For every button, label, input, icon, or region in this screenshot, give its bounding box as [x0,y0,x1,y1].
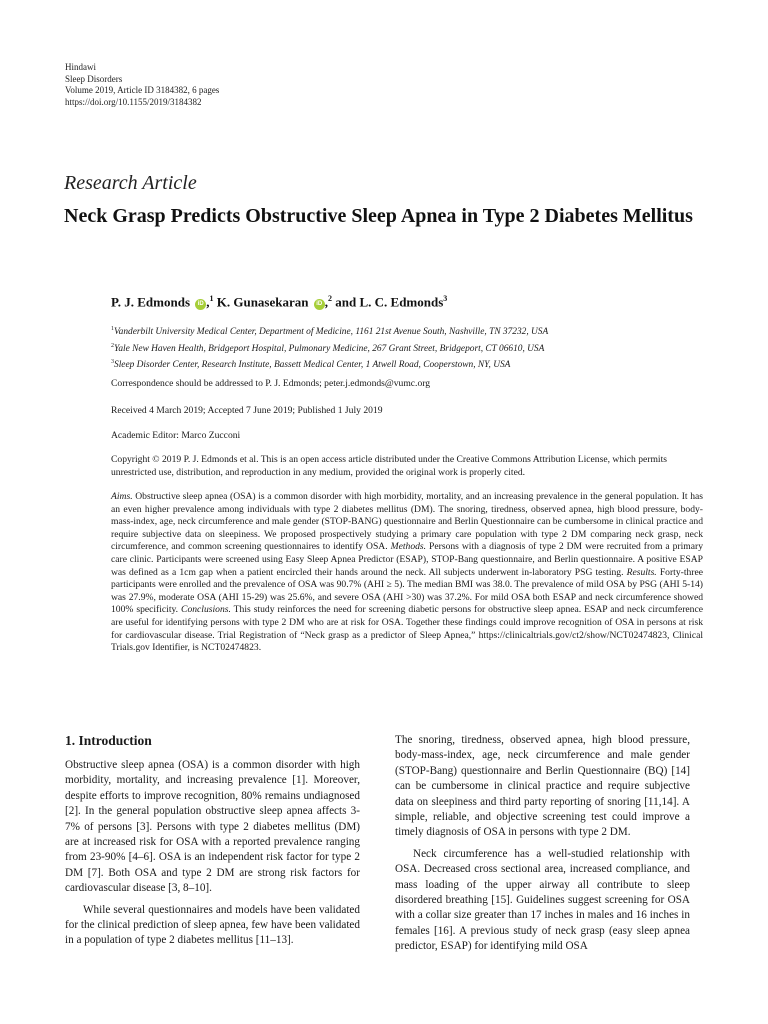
author-list [111,294,447,310]
abstract [111,491,703,655]
abstract-conclusions-label: Conclusions. [181,604,231,616]
academic-editor: Academic Editor: Marco Zucconi [111,430,241,441]
body-paragraph: The snoring, tiredness, observed apnea, high blood pressure, body-mass-index, age, neck circumference and male gender (STOP-Bang) questionnaire and Berlin Questionnaire (BQ) [14] can be cumbersome in clinical practice and require subjective data on sleepiness and third party reporting of snoring [11,14]. A simple, reliable, and objective screening test could improve a timely diagnosis of OSA in persons with type 2 DM. [395,734,690,839]
body-paragraph: While several questionnaires and models have been validated for the clinical prediction of sleep apnea, few have been validated in a population of type 2 diabetes mellitus [11–13]. [65,903,360,947]
body-column-left [65,733,360,949]
doi-link[interactable]: https://doi.org/10.1155/2019/3184382 [65,96,202,107]
abstract-aims-label: Aims. [111,491,133,502]
body-paragraph: Neck circumference has a well-studied relationship with OSA. Decreased cross sectional area, increased compliance, and mass loading of the upper airway all contribute to sleep disordered breathing [15]. Guidelines suggest screening for OSA with a collar size greater than 17 inches in males and 16 inches in females [16]. A previous study of neck grasp (easy sleep apnea predictor, ESAP) for identifying mild OSA [395,847,690,953]
affiliation-text: Vanderbilt University Medical Center, Department of Medicine, 1161 21st Avenue South, Nashville, TN 37232, USA [114,327,549,338]
author-affil-sup: 1 [209,294,214,303]
affiliation-sup: 3 [111,359,114,366]
body-paragraph: Obstructive sleep apnea (OSA) is a common disorder with high morbidity, mortality, and increasing prevalence [1]. Moreover, despite efforts to improve recognition, 80% remains undiagnosed [2]. In the general population obstructive sleep apnea affects 3-7% of persons [3]. Persons with type 2 diabetes mellitus (DM) are at increased risk for OSA with a reported prevalence ranging from 23-90% [4–6]. OSA is an independent risk factor for type 2 DM [7]. Both OSA and type 2 DM are strong risk factors for cardiovascular disease [3, 8–10]. [65,759,360,895]
affiliation-text: Sleep Disorder Center, Research Institute, Bassett Medical Center, 1 Atwell Road, Cooperstown, NY, USA [114,360,511,371]
author-affil-sup: 2 [328,294,332,303]
journal-name: Sleep Disorders [65,73,123,84]
author-affil-sup: 3 [443,294,448,303]
author-separator: , [206,294,210,310]
abstract-conclusions-text: This study reinforces the need for screening diabetic persons for obstructive sleep apnea. ESAP and neck circumference are useful for identifying persons with type 2 DM who are at risk for OSA. Together these findings could improve recognition of OSA in persons at risk for cardiovascular disease. Trial Registration of “Neck grasp as a predictor of Sleep Apnea,” https://clinicaltrials.gov/ct2/show/NCT02474823, Clinical Trials.gov Identifier, is NCT02474823. [111,604,703,654]
author-name: L. C. Edmonds [359,294,444,310]
body-column-right [395,733,690,955]
affiliation-item [111,340,711,357]
author-name: P. J. Edmonds [111,294,190,310]
abstract-results-label: Results. [626,566,657,578]
author-separator: and [332,294,360,310]
volume-info: Volume 2019, Article ID 3184382, 6 pages [65,85,220,95]
copyright: Copyright © 2019 P. J. Edmonds et al. This is an open access article distributed under the Creative Commons Attribution License, which permits unrestricted use, distribution, and reproduction in any medium, provided the original work is properly cited. [111,454,667,478]
author-name: K. Gunasekaran [216,294,309,310]
correspondence: Correspondence should be addressed to P. J. Edmonds; peter.j.edmonds@vumc.org [111,378,431,389]
affiliation-sup: 1 [111,326,114,332]
publisher: Hindawi [65,62,96,72]
journal-header [65,62,219,108]
orcid-icon[interactable]: iD [195,299,206,310]
affiliation-text: Yale New Haven Health, Bridgeport Hospital, Pulmonary Medicine, 267 Grant Street, Bridgeport, CT 06610, USA [114,343,545,354]
abstract-methods-label: Methods. [390,541,427,553]
abstract-aims-text: Obstructive sleep apnea (OSA) is a common disorder with high morbidity, mortality, and an increasing prevalence in the general population. It has an even higher prevalence among individuals with type 2 diabetes mellitus (DM). The snoring, tiredness, observed apnea, high blood pressure, body-mass-index, age, neck circumference and male gender (STOP-BANG) questionnaire and Berlin Questionnaire can be cumbersome in clinical practice and require subjective data on sleepiness. We proposed prospectively studying a primary care population with type 2 DM comparing neck grasp, neck circumference, and common screening questionnaires to identify OSA. [111,491,703,553]
affiliation-item [111,323,711,340]
paper-title: Neck Grasp Predicts Obstructive Sleep Apnea in Type 2 Diabetes Mellitus [64,205,693,227]
affiliation-item [111,356,711,373]
abstract-methods-text: Persons with a diagnosis of type 2 DM were recruited from a primary care clinic. Participants were screened using Easy Sleep Apnea Predictor (ESAP), STOP-Bang questionnaire, and Berlin questionnaire. A positive ESAP was defined as a 1cm gap when a patient encircled their hands around the neck. All subjects underwent in-laboratory PSG testing. [111,541,704,578]
abstract-results-text: Forty-three participants were enrolled and the prevalence of OSA was 90.7% (AHI ≥ 5). The median BMI was 38.0. The prevalence of mild OSA by PSG (AHI 5-14) was 27.9%, moderate OSA (AHI 15-29) was 25.6%, and severe OSA (AHI >30) was 37.2%. For mild OSA both ESAP and neck circumference showed 100% specificity. [111,566,703,616]
author-separator: , [324,294,328,310]
orcid-icon[interactable]: iD [314,299,325,310]
affiliations [111,323,711,373]
article-type: Research Article [64,172,197,194]
section-heading: 1. Introduction [65,733,152,748]
affiliation-sup: 2 [111,342,114,349]
dates: Received 4 March 2019; Accepted 7 June 2019; Published 1 July 2019 [111,405,383,416]
